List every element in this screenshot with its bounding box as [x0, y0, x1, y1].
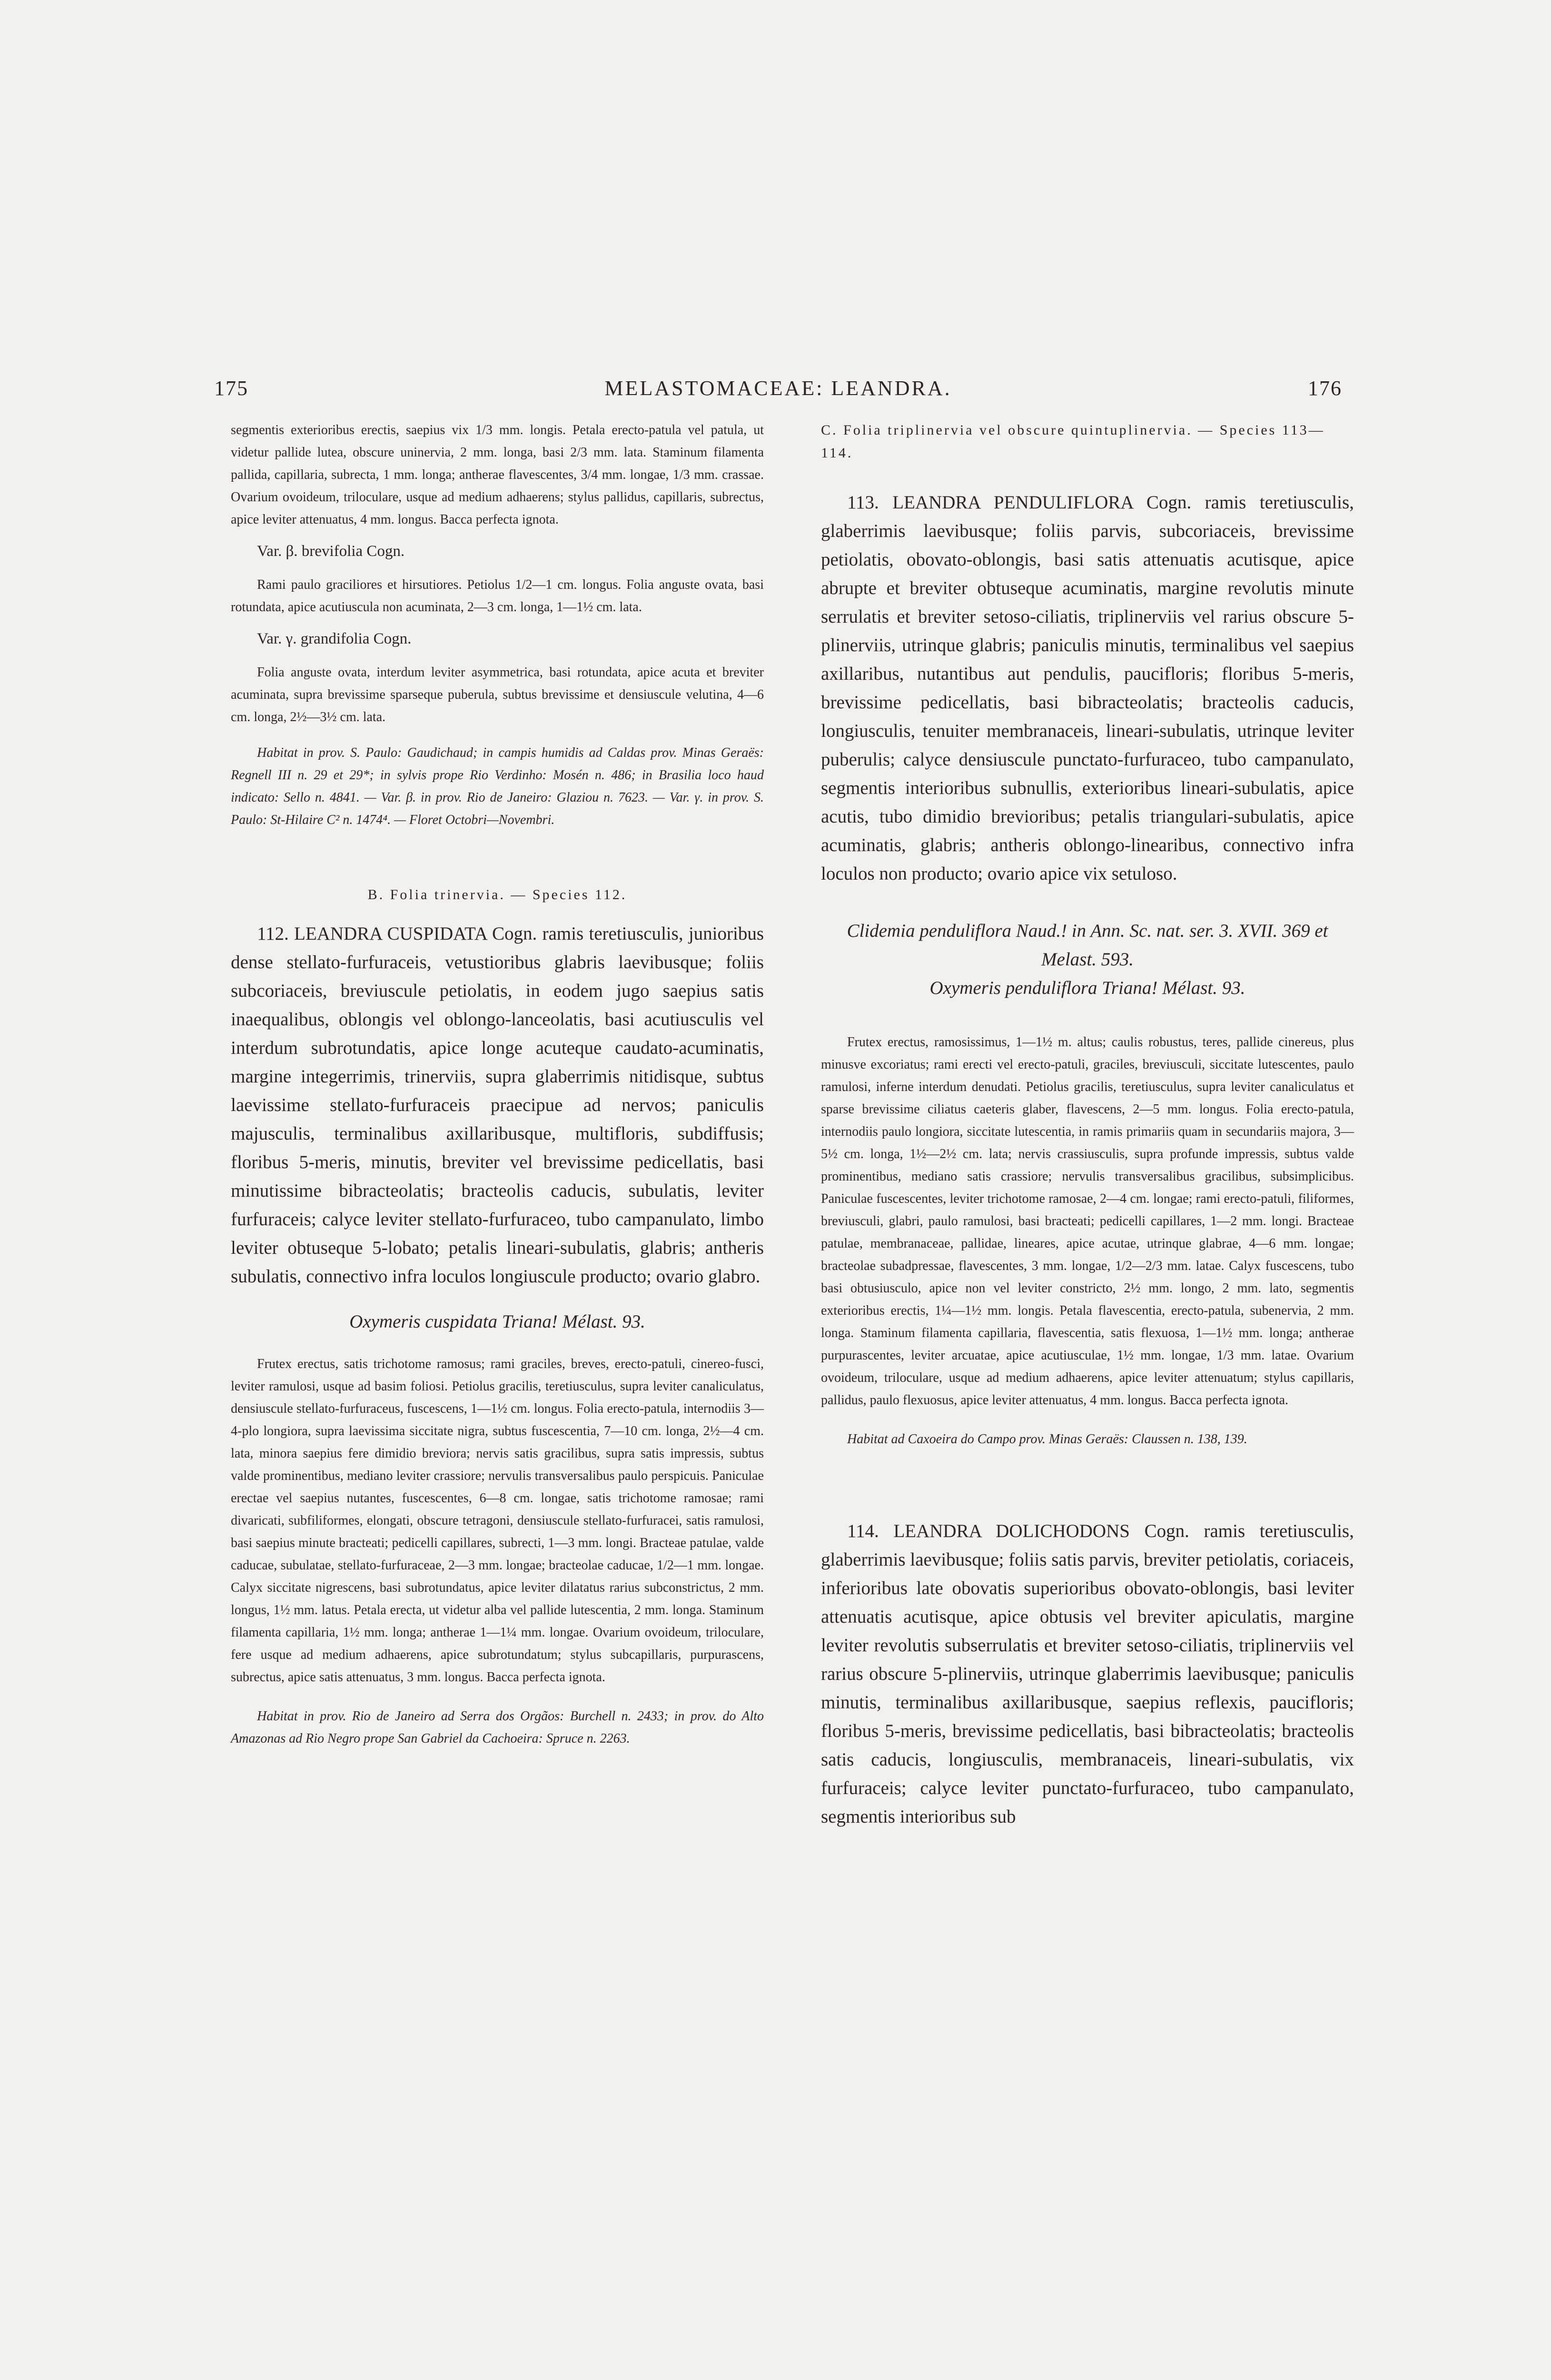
- section-heading-b: B. Folia trinervia. — Species 112.: [367, 887, 627, 902]
- variety-beta-label: Var. β. brevifolia Cogn.: [257, 543, 405, 560]
- running-title: MELASTOMACEAE: LEANDRA.: [604, 377, 952, 400]
- species-113-synonym-2: Oxymeris penduliflora Triana! Mélast. 93.: [929, 978, 1245, 998]
- species-112-synonym: Oxymeris cuspidata Triana! Mélast. 93.: [349, 1311, 645, 1332]
- species-113-diagnosis: 113. LEANDRA PENDULIFLORA Cogn. ramis teretiusculis, glaberrimis laevibusque; foliis parvis, subcoriaceis, brevissime petiolatis, obovato-oblongis, basi satis attenuatis acutisque, apice abrupte et breviter obtuseque acuminatis, margine revolutis minute serrulatis et breviter setoso-ciliatis, triplinerviis vel rarius obscure 5-plinerviis, utrinque glabris; paniculis minutis, terminalibus vel saepius axillaribus, nutantibus aut pendulis, paucifloris; floribus 5-meris, brevissime pedicellatis, basi bibracteolatis; bracteolis caducis, longiusculis, tenuiter membranaceis, lineari-subulatis, utrinque leviter puberulis; calyce densiuscule punctato-furfuraceo, tubo campanulato, segmentis interioribus subnullis, exterioribus lineari-subulatis, apice acutis, tubo dimidio brevioribus; petalis triangulari-subulatis, apice acuminatis, glabris; antheris oblongo-linearibus, connectivo infra loculos non producto; ovario apice vix setuloso.: [821, 492, 1354, 884]
- species-113-description: Frutex erectus, ramosissimus, 1—1½ m. altus; caulis robustus, teres, pallide cinereus, plus minusve excoriatus; rami erecti vel erecto-patuli, graciles, breviusculi, siccitate lutescentes, paulo ramulosi, inferne interdum denudati. Petiolus gracilis, teretiusculus, supra leviter canaliculatus et sparse brevissime ciliatus caeteris glaber, flavescens, 2—5 mm. longus. Folia erecto-patula, internodiis paulo longiora, siccitate lutescentia, in ramis primariis quam in secundariis majora, 3—5½ cm. longa, 1½—2½ cm. lata; nervis crassiusculis, supra profunde impressis, subtus valde prominentibus, mediano satis crassiore; nervulis transversalibus gracilibus, subsimplicibus. Paniculae fuscescentes, leviter trichotome ramosae, 2—4 cm. longae; rami erecto-patuli, filiformes, breviusculi, glabri, paulo ramulosi, basi bracteati; pedicelli capillares, 1—2 mm. longi. Bracteae patulae, membranaceae, pallidae, lineares, apice acutae, utrinque glabrae, 4—6 mm. longae; bracteolae subadpressae, flavescentes, 3 mm. longae, 1/2—2/3 mm. latae. Calyx fuscescens, tubo basi obtusiusculo, apice non vel leviter constricto, 2½ mm. longo, 2 mm. lato, segmentis exterioribus erectis, 1¼—1½ mm. longis. Petala flavescentia, erecto-patula, subenervia, 2 mm. longa. Staminum filamenta capillaria, flavescentia, satis flexuosa, 1—1½ mm. longa; antherae purpurascentes, leviter arcuatae, apice acutiusculae, 1½ mm. longae, 1/3 mm. latae. Ovarium ovoideum, triloculare, usque ad medium adhaerens, apice leviter attenuatum; stylus capillaris, pallidus, paulo flexuosus, apice leviter attenuatus, 4 mm. longus. Bacca perfecta ignota.: [821, 1035, 1354, 1408]
- variety-gamma-label: Var. γ. grandifolia Cogn.: [257, 630, 412, 647]
- species-113-synonym-1: Clidemia penduliflora Naud.! in Ann. Sc. nat. ser. 3. XVII. 369 et Melast. 593.: [847, 921, 1328, 970]
- variety-beta-description: Rami paulo graciliores et hirsutiores. Petiolus 1/2—1 cm. longus. Folia anguste ovata, basi rotundata, apice acutiuscula non acuminata, 2—3 cm. longa, 1—1½ cm. lata.: [231, 577, 764, 615]
- page-header: [214, 376, 1342, 409]
- species-112-diagnosis: 112. LEANDRA CUSPIDATA Cogn. ramis teretiusculis, junioribus dense stellato-furfuraceis, vetustioribus glabris laevibusque; foliis subcoriaceis, breviuscule petiolatis, in eodem jugo saepius satis inaequalibus, oblongis vel oblongo-lanceolatis, basi acutiusculis vel interdum subrotundatis, apice longe acuteque caudato-acuminatis, margine integerrimis, trinerviis, supra glaberrimis nitidisque, subtus laevissime stellato-furfuraceis praecipue ad nervos; paniculis majusculis, terminalibus axillaribusque, multifloris, subdiffusis; floribus 5-meris, minutis, breviter vel brevissime pedicellatis, basi minutissime bibracteolatis; bracteolis caducis, subulatis, leviter furfuraceis; calyce leviter stellato-furfuraceo, tubo campanulato, limbo leviter obtuseque 5-lobato; petalis lineari-subulatis, glabris; antheris subulatis, connectivo infra loculos longiuscule producto; ovario glabro.: [231, 923, 764, 1287]
- species-113-habitat: Habitat ad Caxoeira do Campo prov. Minas Geraës: Claussen n. 138, 139.: [847, 1432, 1247, 1447]
- habitat-paragraph: Habitat in prov. S. Paulo: Gaudichaud; in campis humidis ad Caldas prov. Minas Geraës: Regnell III n. 29 et 29*; in sylvis prope Rio Verdinho: Mosén n. 486; in Brasilia loco haud indicato: Sello n. 4841. — Var. β. in prov. Rio de Janeiro: Glaziou n. 7623. — Var. γ. in prov. S. Paulo: St-Hilaire C² n. 1474⁴. — Floret Octobri—Novembri.: [231, 745, 764, 827]
- species-112-description: Frutex erectus, satis trichotome ramosus; rami graciles, breves, erecto-patuli, cinereo-fusci, leviter ramulosi, usque ad basim foliosi. Petiolus gracilis, teretiusculus, supra leviter canaliculatus, densiuscule stellato-furfuraceus, fuscescens, 1—1½ cm. longus. Folia erecto-patula, internodiis 3—4-plo longiora, supra laevissima siccitate nigra, subtus fuscescentia, 7—10 cm. longa, 2½—4 cm. lata, minora saepius fere dimidio breviora; nervis satis gracilibus, supra satis impressis, subtus valde prominentibus, mediano leviter crassiore; nervulis transversalibus paulo perspicuis. Paniculae erectae vel saepius nutantes, fuscescentes, 6—8 cm. longae, satis trichotome ramosae; rami divaricati, subfiliformes, elongati, obscure tetragoni, densiuscule stellato-furfuracei, satis ramulosi, basi saepius minute bracteati; pedicelli capillares, subrecti, 1—3 mm. longi. Bracteae patulae, valde caducae, subulatae, stellato-furfuraceae, 2—3 mm. longae; bracteolae caducae, 1/2—1 mm. longae. Calyx siccitate nigrescens, basi subrotundatus, apice leviter dilatatus rarius subconstrictus, 2 mm. longus, 1½ mm. latus. Petala erecta, ut videtur alba vel pallide lutescentia, 2 mm. longa. Staminum filamenta capillaria, 1½ mm. longa; antherae 1—1¼ mm. longae. Ovarium ovoideum, triloculare, fere usque ad medium adhaerens, apice subrotundatum; stylus subcapillaris, purpurascens, subrectus, apice satis attenuatus, 3 mm. longus. Bacca perfecta ignota.: [231, 1357, 764, 1685]
- species-112-habitat: Habitat in prov. Rio de Janeiro ad Serra dos Orgãos: Burchell n. 2433; in prov. do Alto Amazonas ad Rio Negro prope San Gabriel da Cachoeira: Spruce n. 2263.: [231, 1709, 764, 1746]
- page-number-left: 175: [214, 377, 248, 400]
- section-heading-c: C. Folia triplinervia vel obscure quintuplinervia. — Species 113—114.: [821, 422, 1325, 461]
- variety-gamma-description: Folia anguste ovata, interdum leviter asymmetrica, basi rotundata, apice acuta et breviter acuminata, supra brevissime sparseque puberula, subtus brevissime et densiuscule velutina, 4—6 cm. longa, 2½—3½ cm. lata.: [231, 665, 764, 724]
- species-114-diagnosis: 114. LEANDRA DOLICHODONS Cogn. ramis teretiusculis, glaberrimis laevibusque; foliis satis parvis, breviter petiolatis, coriaceis, inferioribus late obovatis superioribus obovato-oblongis, basi leviter attenuatis acutisque, apice obtusis vel breviter apiculatis, margine leviter revolutis subserrulatis et breviter setoso-ciliatis, triplinerviis vel rarius obscure 5-plinerviis, utrinque glaberrimis laevibusque; paniculis minutis, terminalibus axillaribusque, saepius reflexis, paucifloris; floribus 5-meris, brevissime pedicellatis, basi bibracteolatis; bracteolis satis caducis, longiusculis, membranaceis, lineari-subulatis, vix furfuraceis; calyce leviter punctato-furfuraceo, tubo campanulato, segmentis interioribus sub: [821, 1521, 1354, 1827]
- page-number-right: 176: [1308, 377, 1342, 400]
- left-column: [231, 419, 764, 1750]
- continued-description: segmentis exterioribus erectis, saepius vix 1/3 mm. longis. Petala erecto-patula vel patula, ut videtur pallide lutea, obscure uninervia, 2 mm. longa, basi 2/3 mm. lata. Staminum filamenta pallida, capillaria, subrecta, 1 mm. longa; antherae flavescentes, 3/4 mm. longae, 1/3 mm. crassae. Ovarium ovoideum, triloculare, usque ad medium adhaerens; stylus pallidus, capillaris, subrectus, apice leviter attenuatus, 4 mm. longus. Bacca perfecta ignota.: [231, 423, 764, 527]
- right-column: [821, 419, 1354, 1831]
